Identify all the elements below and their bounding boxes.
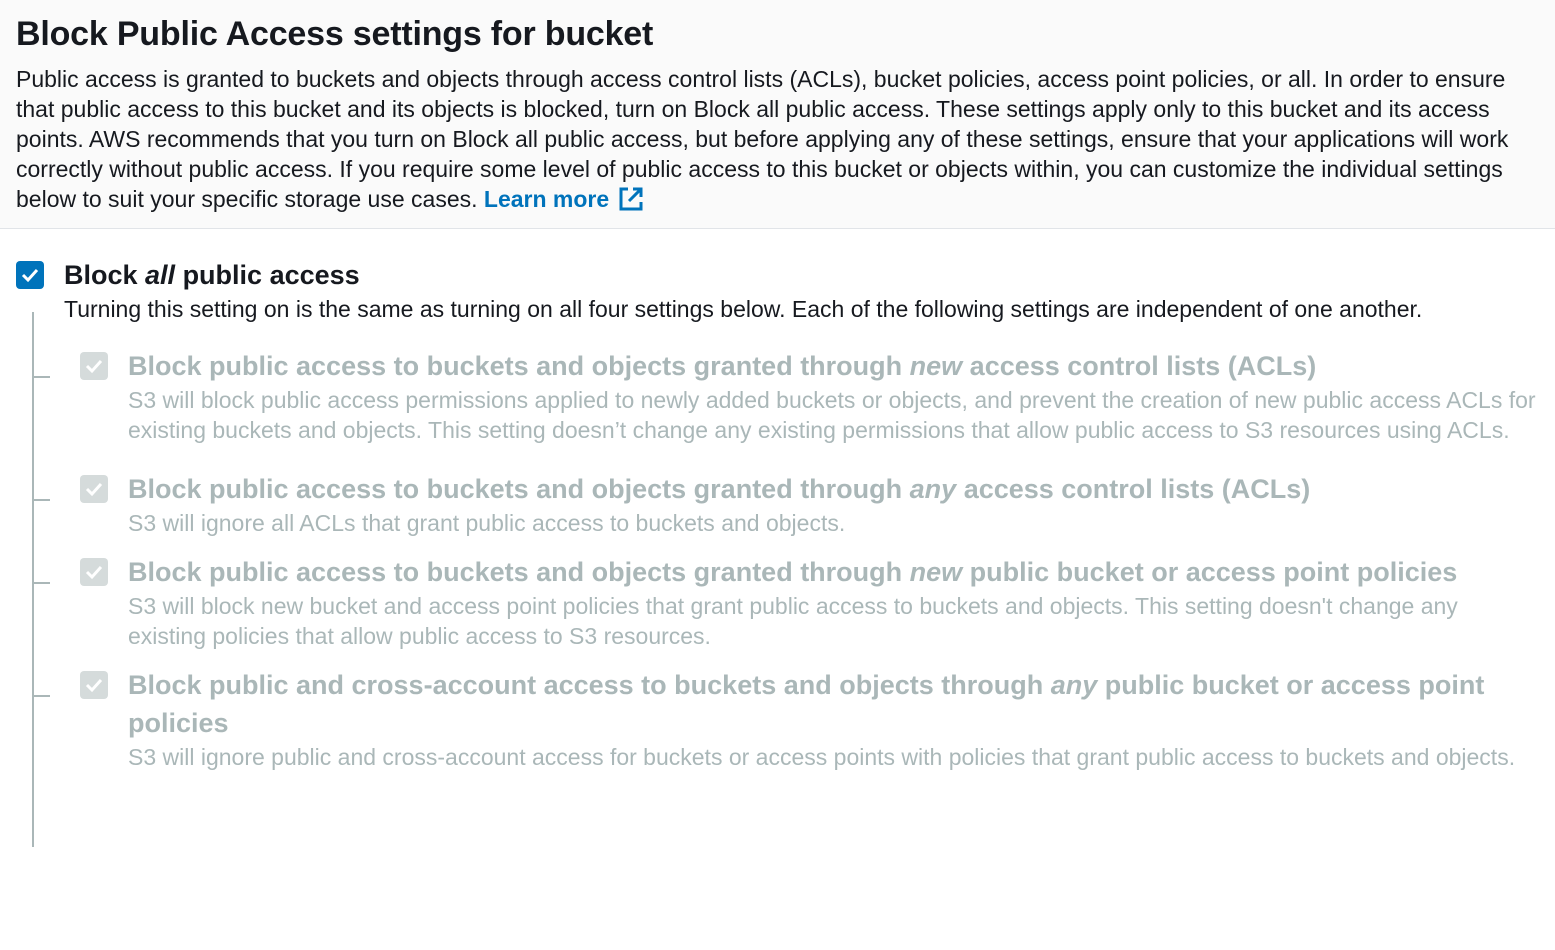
sub-option-title — [128, 666, 1539, 742]
sub-option-text — [128, 475, 1539, 538]
sub-option-title — [128, 347, 1539, 385]
sub-option-description: S3 will block new bucket and access point policies that grant public access to buckets and objects. This setting doesn't change any existing policies that allow public access to S3 resources. — [128, 593, 1458, 649]
sub-option-2 — [32, 475, 1539, 538]
checkmark-icon — [84, 675, 104, 695]
title-part: public bucket or access point policies — [962, 557, 1458, 587]
sub-option-description: S3 will ignore public and cross-account access for buckets or access points with policies that grant public access to buckets and objects. — [128, 744, 1516, 770]
sub-option-text — [128, 352, 1539, 445]
sub-options-list — [32, 352, 1539, 772]
title-part: Block — [64, 260, 146, 290]
sub-option-checkbox — [80, 671, 108, 699]
checkmark-icon — [84, 356, 104, 376]
tree-branch — [32, 499, 50, 501]
tree-branch — [32, 695, 50, 697]
sub-option-3 — [32, 558, 1539, 651]
sub-option-description: S3 will block public access permissions applied to newly added buckets or objects, and prevent the creation of new public access ACLs for existing buckets and objects. This setting doesn’t change any existing permissions that allow public access to S3 resources using ACLs. — [128, 387, 1536, 443]
title-emphasis: any — [1050, 670, 1098, 700]
page-description-text: Public access is granted to buckets and objects through access control lists (ACLs), bucket policies, access point policies, or all. In order to ensure that public access to this bucket and its objects is blocked, turn on Block all public access. These settings apply only to this bucket and its access points. AWS recommends that you turn on Block all public access, but before applying any of these settings, ensure that your applications will work correctly without public access. If you require some level of public access to this bucket or objects within, you can customize the individual settings below to suit your specific storage use cases. — [16, 66, 1509, 212]
sub-option-title — [128, 553, 1539, 591]
settings-panel — [0, 229, 1555, 772]
tree-branch — [32, 582, 50, 584]
tree-branch — [32, 376, 50, 378]
title-part: Block public access to buckets and objects granted through — [128, 474, 910, 504]
sub-option-4 — [32, 671, 1539, 772]
page-description — [16, 64, 1539, 214]
title-part: Block public access to buckets and objects granted through — [128, 557, 910, 587]
title-emphasis: all — [145, 260, 176, 290]
page-header — [0, 0, 1555, 229]
sub-option-title — [128, 470, 1539, 508]
page-title: Block Public Access settings for bucket — [16, 15, 654, 53]
external-link-icon — [617, 185, 645, 213]
sub-option-text — [128, 558, 1539, 651]
title-part: public bucket or access point policies — [128, 670, 1485, 738]
sub-option-text — [128, 671, 1539, 772]
learn-more-label: Learn more — [483, 186, 610, 212]
title-part: Block public access to buckets and objects granted through — [128, 351, 910, 381]
title-part: access control lists (ACLs) — [956, 474, 1311, 504]
sub-option-description: S3 will ignore all ACLs that grant public access to buckets and objects. — [128, 510, 846, 536]
title-part: access control lists (ACLs) — [962, 351, 1317, 381]
block-all-public-access-text — [64, 261, 1539, 324]
title-emphasis: new — [909, 351, 963, 381]
learn-more-link[interactable] — [484, 186, 645, 212]
block-all-public-access-description: Turning this setting on is the same as turning on all four settings below. Each of the following settings are independent of one another. — [64, 296, 1423, 322]
sub-option-checkbox — [80, 352, 108, 380]
sub-option-checkbox — [80, 558, 108, 586]
checkmark-icon — [20, 265, 40, 285]
checkmark-icon — [84, 479, 104, 499]
title-emphasis: any — [909, 474, 957, 504]
checkmark-icon — [84, 562, 104, 582]
block-all-public-access-title — [64, 256, 1539, 294]
sub-options-tree — [32, 352, 1539, 772]
title-part: Block public and cross-account access to buckets and objects through — [128, 670, 1051, 700]
block-all-public-access-option — [16, 261, 1539, 324]
block-all-public-access-checkbox[interactable] — [16, 261, 44, 289]
sub-option-1 — [32, 352, 1539, 445]
title-part: public access — [175, 260, 360, 290]
title-emphasis: new — [909, 557, 963, 587]
sub-option-checkbox — [80, 475, 108, 503]
